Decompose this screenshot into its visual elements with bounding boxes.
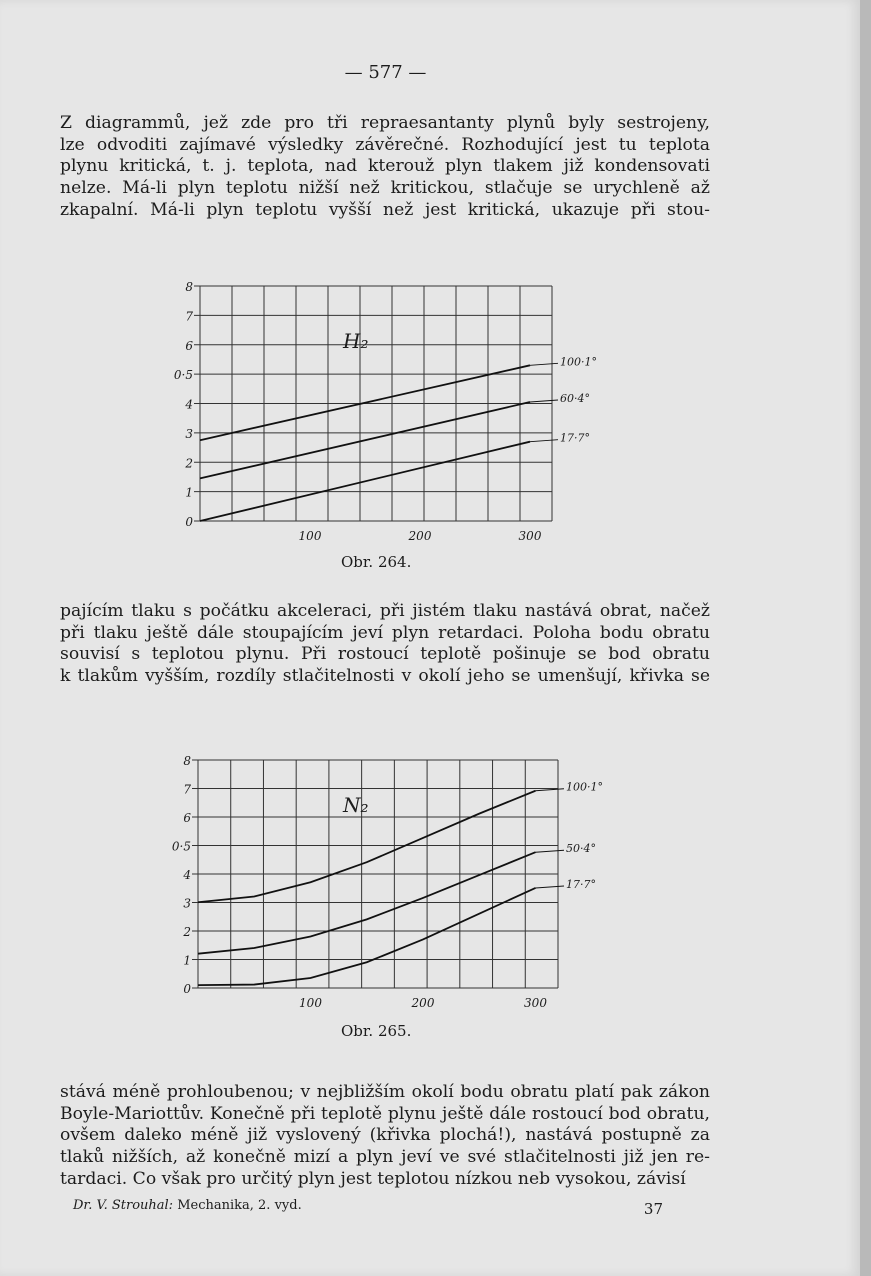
series-label: 17·7°	[560, 431, 590, 445]
series-label: 50·4°	[566, 842, 596, 856]
x-tick-label: 300	[524, 996, 547, 1010]
series-label: 100·1°	[566, 780, 603, 794]
page-edge	[860, 0, 871, 1276]
y-tick-label: 2	[183, 925, 191, 939]
text-line: k tlakům vyšším, rozdíly stlačitelnosti v okolí jeho se umenšují, křivka se	[60, 666, 710, 687]
x-tick-label: 100	[299, 996, 322, 1010]
x-tick-label: 100	[298, 529, 322, 543]
y-tick-label: 6	[183, 811, 191, 825]
y-tick-label: 3	[185, 426, 193, 441]
text-line: lze odvoditi zajímavé výsledky závěrečné. Rozhodující jest tu teplota	[60, 134, 710, 155]
footer-title: Mechanika, 2. vyd.	[177, 1198, 302, 1213]
series-leader	[536, 789, 565, 791]
gas-label: N₂	[343, 793, 369, 817]
series-leader	[530, 440, 558, 442]
series-leader	[530, 400, 558, 402]
page-footer	[73, 1198, 663, 1218]
series-leader	[536, 850, 565, 852]
y-tick-label: 0·5	[173, 368, 193, 383]
y-tick-label: 3	[183, 896, 191, 911]
text-line: pajícím tlaku s počátku akceleraci, při jistém tlaku nastává obrat, načež	[60, 601, 710, 621]
paragraph-3	[60, 1082, 710, 1191]
y-tick-label: 6	[185, 338, 193, 353]
grid	[192, 760, 558, 988]
y-tick-label: 2	[185, 456, 193, 471]
gas-label: H₂	[343, 329, 369, 353]
grid	[194, 286, 552, 521]
series-label: 17·7°	[566, 877, 596, 891]
x-tick-label: 200	[408, 529, 432, 543]
y-tick-label: 4	[183, 868, 191, 882]
y-tick-label: 4	[185, 397, 193, 412]
figure-265-chart	[160, 730, 620, 1030]
y-tick-label: 1	[183, 953, 191, 968]
y-tick-label: 0·5	[171, 839, 191, 854]
x-tick-label: 200	[411, 996, 435, 1010]
series-label: 100·1°	[560, 355, 597, 369]
series-line	[200, 442, 530, 521]
y-tick-label: 7	[183, 782, 191, 797]
text-line: tlaků nižších, až konečně mizí a plyn jeví ve své stlačitelnosti již jen re-	[60, 1147, 710, 1168]
series-leader	[530, 363, 558, 365]
series-line	[200, 402, 530, 478]
figure-265-caption: Obr. 265.	[341, 1022, 412, 1040]
text-line: plynu kritická, t. j. teplota, nad kterouž plyn tlakem již kondensovati	[60, 156, 710, 177]
text-line: souvisí s teplotou plynu. Při rostoucí teplotě pošinuje se bod obratu	[60, 644, 710, 665]
text-line: Boyle-Mariottův. Konečně při teplotě plynu ještě dále rostoucí bod obratu,	[60, 1103, 710, 1124]
figure-264-chart	[160, 268, 620, 558]
y-tick-label: 0	[183, 982, 191, 996]
figure-264-caption: Obr. 264.	[341, 553, 412, 571]
y-tick-label: 8	[183, 754, 191, 768]
text-line: Z diagrammů, jež zde pro tři repraesantanty plynů byly sestrojeny,	[60, 113, 710, 133]
text-line: při tlaku ještě dále stoupajícím jeví plyn retardaci. Poloha bodu obratu	[60, 622, 710, 643]
series-label: 60·4°	[560, 392, 590, 406]
text-line: stává méně prohloubenou; v nejbližším okolí bodu obratu platí pak zákon	[60, 1082, 710, 1102]
footer-sheet-number: 37	[643, 1200, 663, 1218]
y-tick-label: 1	[185, 485, 193, 500]
y-tick-label: 7	[185, 309, 193, 324]
series-leader	[536, 886, 565, 888]
text-line: zkapalní. Má-li plyn teplotu vyšší než jest kritická, ukazuje při stou-	[60, 199, 710, 220]
paragraph-2	[60, 601, 710, 688]
text-line: nelze. Má-li plyn teplotu nižší než kritickou, stlačuje se urychleně až	[60, 178, 710, 199]
y-tick-label: 8	[185, 280, 193, 294]
x-tick-label: 300	[518, 529, 542, 543]
y-tick-label: 0	[185, 515, 193, 529]
paragraph-1	[60, 113, 710, 222]
page-number: — 577 —	[344, 62, 427, 83]
footer-author: Dr. V. Strouhal:	[73, 1198, 174, 1213]
text-line: tardaci. Co však pro určitý plyn jest teplotou nízkou neb vysokou, závisí	[60, 1168, 686, 1189]
series-line	[200, 365, 530, 440]
text-line: ovšem daleko méně již vyslovený (křivka plochá!), nastává postupně za	[60, 1125, 710, 1146]
